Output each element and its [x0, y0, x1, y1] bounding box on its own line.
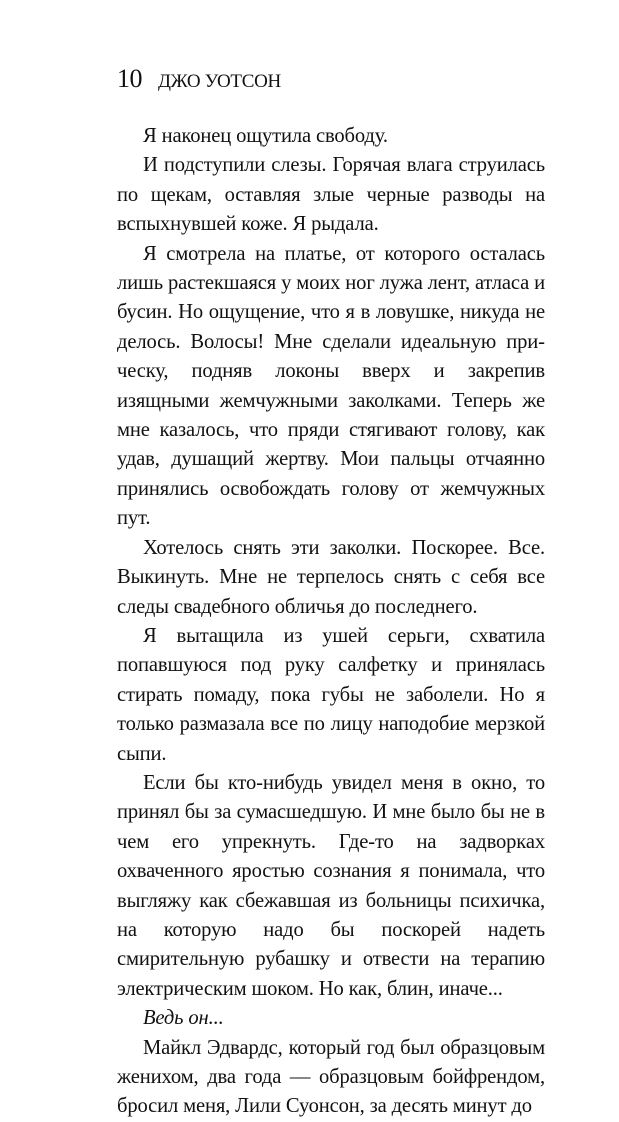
- paragraph: Если бы кто-нибудь увидел меня в окно, то принял бы за сумасшедшую. И мне было бы не в чем его упрекнуть. Где-то на задворках охваченного яростью сознания я понимала, что выгляжу как сбежавшая из больницы психичка, на которую надо бы поскорей надеть смирительную рубашку и отвести на терапию электрическим шоком. Но как, блин, иначе...: [117, 771, 545, 1000]
- italic-paragraph: Ведь он...: [143, 1007, 224, 1030]
- paragraph: Хотелось снять эти заколки. Поскорее. Все. Выкинуть. Мне не терпелось снять с себя все следы свадебного обличья до последнего.: [117, 536, 545, 618]
- running-head: [117, 64, 281, 94]
- page-number: 10: [117, 64, 142, 93]
- body-text: [117, 122, 545, 1122]
- paragraph: Я вытащила из ушей серьги, схватила попавшуюся под руку салфетку и принялась стирать помаду, пока губы не заболели. Но я только размазала все по лицу наподобие мерзкой сыпи.: [117, 624, 545, 765]
- author-name: ДЖО УОТСОН: [158, 71, 281, 92]
- paragraph: И подступили слезы. Горячая влага струилась по щекам, оставляя злые черные разводы на вспыхнувшей коже. Я рыдала.: [117, 154, 545, 236]
- paragraph: Я наконец ощутила свободу.: [143, 125, 388, 147]
- paragraph: Я смотрела на платье, от которого осталась лишь растекшаяся у моих ног лужа лент, атласа и бусин. Но ощущение, что я в ловушке, никуда не делось. Волосы! Мне сделали идеальную прическу, подняв локоны вверх и закрепив изящными жемчужными заколками. Теперь же мне казалось, что пряди стягивают голову, как удав, душащий жертву. Мои пальцы отчаянно принялись освобождать голову от жемчужных пут.: [117, 242, 545, 530]
- paragraph: Майкл Эдвардс, который год был образцовым женихом, два года — образцовым бойфрендом, бросил меня, Лили Суонсон, за десять минут до: [117, 1036, 545, 1118]
